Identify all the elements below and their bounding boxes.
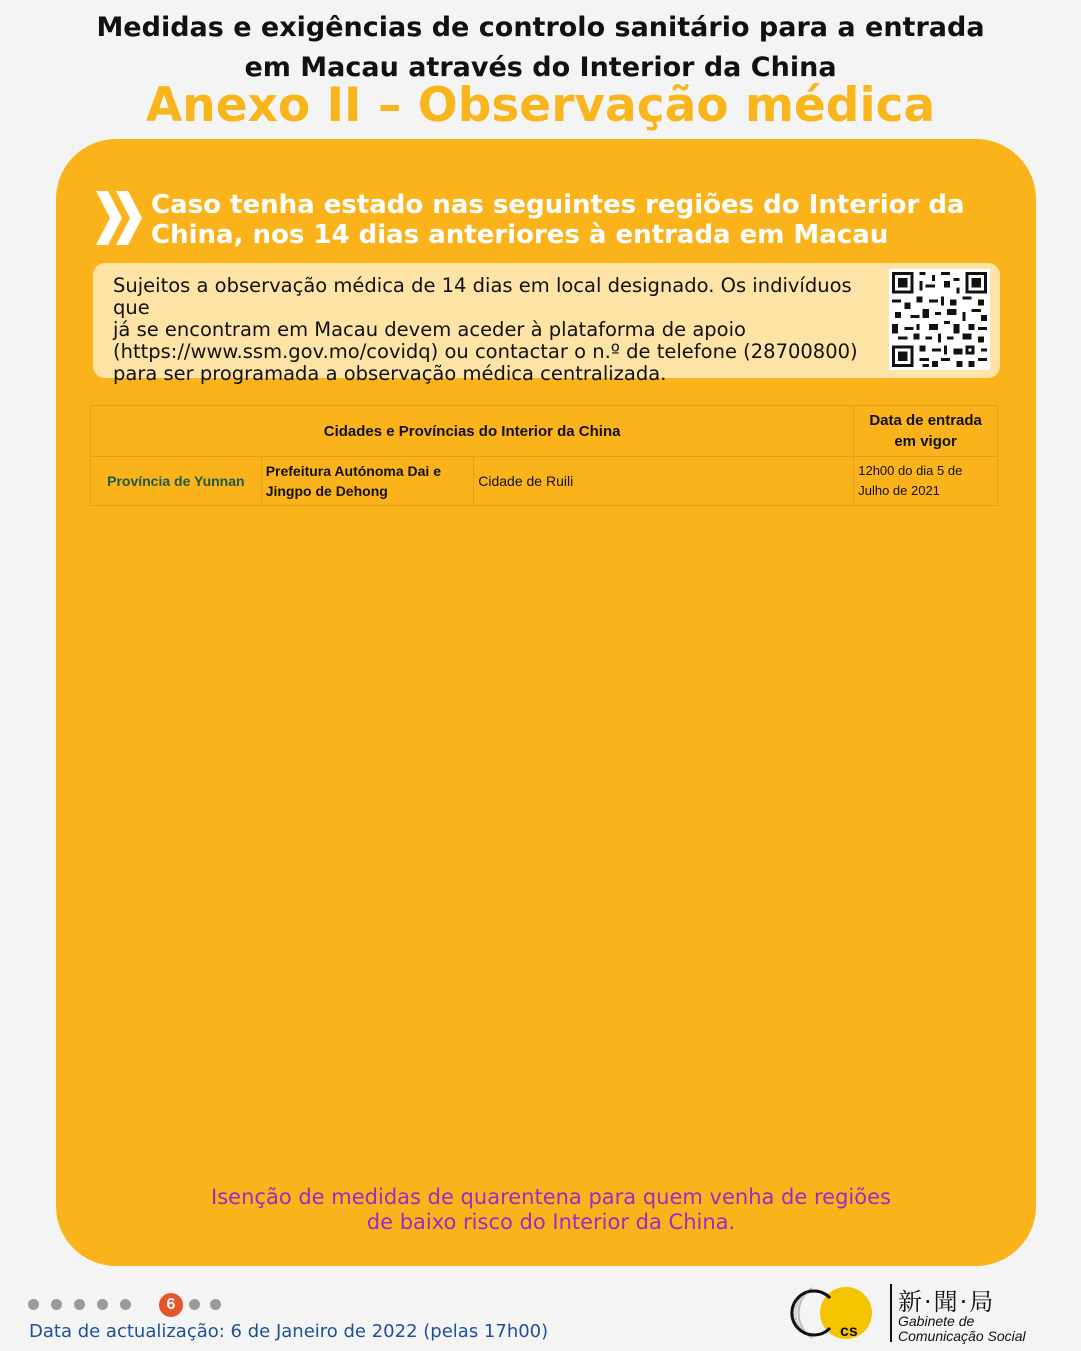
header-regions: Cidades e Províncias do Interior da China (91, 406, 854, 457)
footnote (56, 1185, 1046, 1235)
page-dot[interactable] (210, 1299, 221, 1310)
logo-divider (890, 1284, 892, 1342)
region-heading (151, 190, 1011, 250)
cell-province: Província de Yunnan (91, 457, 262, 506)
page-title (0, 8, 1081, 88)
footnote-line2: de baixo risco do Interior da China. (366, 1210, 736, 1234)
table-row (91, 457, 998, 506)
cell-date (854, 457, 998, 506)
svg-text:cs: cs (840, 1323, 858, 1340)
header-date-line1: Data de entrada (869, 412, 982, 429)
page-indicator[interactable] (28, 1293, 228, 1315)
header-date-line2: em vigor (894, 433, 957, 450)
page-dot[interactable] (74, 1299, 85, 1310)
region-heading-line1: Caso tenha estado nas seguintes regiões do Interior da (151, 190, 965, 220)
info-line1: Sujeitos a observação médica de 14 dias em local designado. Os indivíduos que (113, 274, 852, 319)
page-dot[interactable] (51, 1299, 62, 1310)
page-title-line2: em Macau através do Interior da China (244, 52, 837, 83)
update-date: Data de actualização: 6 de Janeiro de 2022 (pelas 17h00) (29, 1321, 549, 1342)
page-dot-active[interactable]: 6 (159, 1293, 183, 1317)
info-line3[interactable]: (https://www.ssm.gov.mo/covidq) ou contactar o n.º de telefone (28700800) (113, 340, 858, 363)
logo-portuguese (898, 1314, 1026, 1344)
logo-pt-line2: Comunicação Social (898, 1328, 1026, 1344)
cell-prefecture (261, 457, 474, 506)
info-line4: para ser programada a observação médica centralizada. (113, 362, 667, 385)
cell-prefecture-line1: Prefeitura Autónoma Dai e (265, 463, 441, 479)
logo-pt-line1: Gabinete de (898, 1313, 975, 1329)
info-line2: já se encontram em Macau devem aceder à plataforma de apoio (113, 318, 746, 341)
info-text (113, 275, 873, 385)
annex-title: Anexo II – Observação médica (145, 78, 936, 133)
cell-prefecture-line2: Jingpo de Dehong (265, 483, 388, 499)
page-dot[interactable] (28, 1299, 39, 1310)
cell-city: Cidade de Ruili (474, 457, 854, 506)
gcs-logo-icon (790, 1280, 888, 1346)
page-dot[interactable] (97, 1299, 108, 1310)
cell-date-line2: Julho de 2021 (858, 483, 940, 498)
page-title-line1: Medidas e exigências de controlo sanitário para a entrada (96, 12, 985, 43)
double-chevron-icon (96, 191, 142, 245)
logo-chinese: 新·聞·局 (898, 1288, 996, 1316)
cell-date-line1: 12h00 do dia 5 de (858, 463, 963, 478)
regions-table (90, 405, 998, 506)
gcs-logo (790, 1278, 1070, 1348)
region-heading-line2: China, nos 14 dias anteriores à entrada em Macau (151, 220, 889, 250)
page-dot[interactable] (120, 1299, 131, 1310)
header-date (854, 406, 998, 457)
info-box (93, 263, 1000, 385)
table-header-row (91, 406, 998, 457)
qr-code-icon[interactable] (889, 269, 990, 370)
page-dot[interactable] (189, 1299, 200, 1310)
footnote-line1: Isenção de medidas de quarentena para quem venha de regiões (211, 1185, 891, 1209)
